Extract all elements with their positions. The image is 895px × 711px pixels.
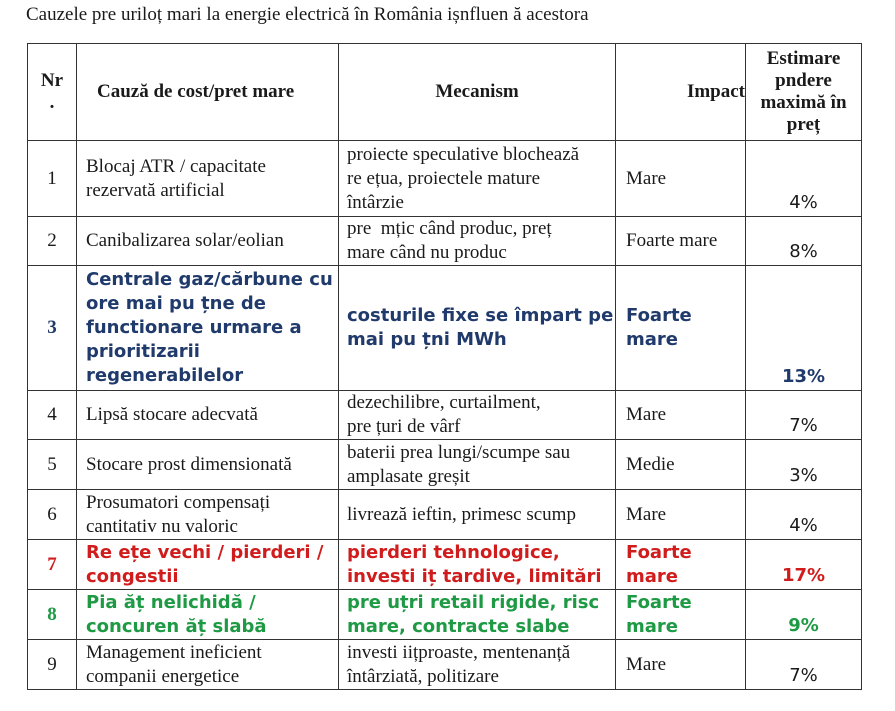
- table-row: [28, 141, 862, 217]
- header-estimate: Estimare pndere maximă în preț: [746, 44, 862, 141]
- row-cause: Management ineficient companii energetice: [77, 640, 339, 690]
- row-cause: Prosumatori compensați cantitativ nu valoric: [77, 490, 339, 540]
- row-mechanism: baterii prea lungi/scumpe sau amplasate greșit: [339, 440, 616, 490]
- table-row: [28, 217, 862, 266]
- row-nr: 6: [28, 490, 77, 540]
- row-nr: 7: [28, 540, 77, 590]
- row-nr: 5: [28, 440, 77, 490]
- row-mechanism: proiecte speculative blochează re ețua, proiectele mature întârzie: [339, 141, 616, 217]
- row-mechanism: livrează ieftin, primesc scump: [339, 490, 616, 540]
- row-nr: 1: [28, 141, 77, 217]
- header-row: [28, 44, 862, 141]
- row-impact: Mare: [616, 490, 746, 540]
- document-title: Cauzele pre uriloț mari la energie electrică în România ișnfluen ă acestora: [26, 4, 589, 25]
- row-impact: Foarte mare: [616, 217, 746, 266]
- row-cause: Re ețe vechi / pierderi / congestii: [77, 540, 339, 590]
- header-mechanism: Mecanism: [339, 44, 616, 141]
- table-row: [28, 640, 862, 690]
- row-mechanism: costurile fixe se împart pe mai pu țni MWh: [339, 266, 616, 391]
- row-estimate: 17%: [746, 540, 862, 590]
- row-mechanism: investi iițproaste, mentenanță întârziată, politizare: [339, 640, 616, 690]
- header-impact: Impact: [616, 44, 746, 141]
- row-impact: Mare: [616, 391, 746, 440]
- table-row: [28, 590, 862, 640]
- table-row: [28, 490, 862, 540]
- row-impact: Foarte mare: [616, 540, 746, 590]
- row-estimate: 4%: [746, 141, 862, 217]
- row-cause: Canibalizarea solar/eolian: [77, 217, 339, 266]
- header-nr: Nr .: [28, 44, 77, 141]
- row-cause: Centrale gaz/cărbune cu ore mai pu țne de functionare urmare a prioritizarii regenerabilelor: [77, 266, 339, 391]
- row-cause: Pia ăț nelichidă / concuren ăț slabă: [77, 590, 339, 640]
- row-mechanism: pre mțic când produc, preț mare când nu produc: [339, 217, 616, 266]
- row-mechanism: dezechilibre, curtailment, pre țuri de vârf: [339, 391, 616, 440]
- row-estimate: 4%: [746, 490, 862, 540]
- table-row: [28, 391, 862, 440]
- row-estimate: 9%: [746, 590, 862, 640]
- row-estimate: 7%: [746, 640, 862, 690]
- table-row: [28, 540, 862, 590]
- row-estimate: 8%: [746, 217, 862, 266]
- row-nr: 9: [28, 640, 77, 690]
- row-nr: 3: [28, 266, 77, 391]
- table-row: [28, 440, 862, 490]
- row-cause: Lipsă stocare adecvată: [77, 391, 339, 440]
- row-cause: Blocaj ATR / capacitate rezervată artificial: [77, 141, 339, 217]
- row-impact: Foarte mare: [616, 266, 746, 391]
- row-estimate: 13%: [746, 266, 862, 391]
- header-cause: Cauză de cost/pret mare: [77, 44, 339, 141]
- row-impact: Mare: [616, 141, 746, 217]
- row-cause: Stocare prost dimensionată: [77, 440, 339, 490]
- row-nr: 2: [28, 217, 77, 266]
- table-row: [28, 266, 862, 391]
- row-nr: 4: [28, 391, 77, 440]
- row-nr: 8: [28, 590, 77, 640]
- row-impact: Mare: [616, 640, 746, 690]
- cost-causes-table: [27, 43, 862, 690]
- row-impact: Foarte mare: [616, 590, 746, 640]
- row-estimate: 7%: [746, 391, 862, 440]
- row-impact: Medie: [616, 440, 746, 490]
- row-mechanism: pre uțri retail rigide, risc mare, contracte slabe: [339, 590, 616, 640]
- row-estimate: 3%: [746, 440, 862, 490]
- row-mechanism: pierderi tehnologice, investi iț tardive, limitări: [339, 540, 616, 590]
